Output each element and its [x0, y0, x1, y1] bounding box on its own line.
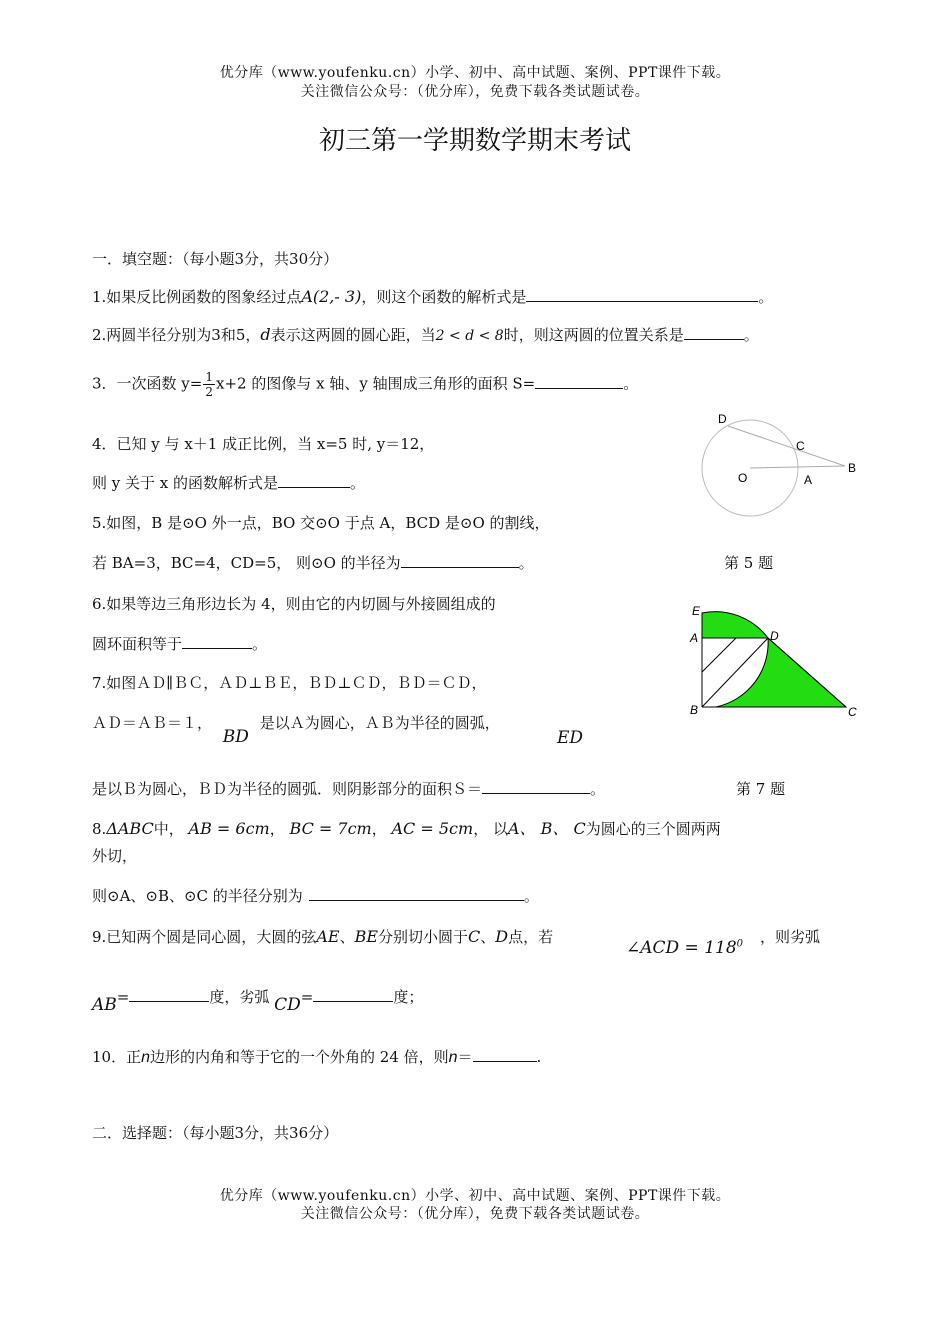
q9-unit-1: 度，劣弧 [209, 988, 270, 1006]
fig5-label-a: A [804, 473, 813, 487]
fig5-line-db [728, 426, 845, 466]
question-4-line-1: 4．已知 y 与 x＋1 成正比例，当 x=5 时, y＝12， [92, 435, 435, 453]
fig7-label-c: C [848, 705, 857, 719]
q1-end: 。 [758, 288, 774, 306]
q1-text-post: ，则这个函数的解析式是 [361, 288, 527, 306]
q9-answer-blank-2[interactable] [313, 987, 393, 1002]
q9-t1: 、 [339, 928, 355, 946]
q10-text-mid: 边形的内角和等于它的一个外角的 24 倍，则 [150, 1048, 449, 1066]
figure-5-caption: 第 5 题 [724, 554, 774, 572]
fig5-label-o: O [738, 471, 748, 485]
fig5-label-d: D [718, 412, 727, 426]
q8-text-2: 以 [492, 820, 508, 838]
fig7-label-b: B [690, 703, 699, 717]
q3-text: 3．一次函数 y= [92, 374, 203, 393]
q1-text: 1.如果反比例函数的图象经过点 [92, 288, 302, 306]
footer-line-1: 优分库（www.youfenku.cn）小学、初中、高中试题、案例、PPT课件下载。 [219, 1188, 731, 1204]
q8-text: 中， [153, 820, 184, 838]
q9-degree: 0 [736, 938, 744, 950]
question-10 [92, 1046, 541, 1067]
q2-end: 。 [743, 326, 759, 344]
q7-arc-bd: BD [222, 727, 249, 747]
q9-ae: AE [316, 927, 340, 946]
fig5-label-c: C [796, 439, 805, 453]
q2-answer-blank[interactable] [684, 325, 744, 340]
question-6-line-2 [92, 633, 267, 654]
q9-angle-text: ∠ACD = 118 [626, 938, 737, 958]
q3-text-post: x+2 的图像与 x 轴、y 轴围成三角形的面积 S= [216, 374, 536, 393]
q6-end: 。 [252, 635, 268, 653]
q1-answer-blank[interactable] [526, 287, 758, 302]
q8-text-line3: 则⊙A、⊙B、⊙C 的半径分别为 [92, 887, 303, 905]
question-7-line-2 [92, 712, 500, 747]
q9-eq-1: = [116, 988, 130, 1006]
question-5-line-1: 5.如图，B 是⊙O 外一点，BO 交⊙O 于点 A，BCD 是⊙O 的割线， [92, 514, 550, 532]
q1-point: A(2,- 3) [301, 287, 362, 306]
q9-t3: 、 [480, 928, 496, 946]
fig7-label-a: A [690, 631, 699, 645]
q7-text-line3: 是以Ｂ为圆心，ＢＤ为半径的圆弧．则阴影部分的面积Ｓ＝ [92, 780, 483, 798]
q9-d: D [495, 927, 509, 946]
question-7-line-1: 7.如图ＡＤ∥ＢＣ，ＡＤ⊥ＢＥ，ＢＤ⊥ＣＤ，ＢＤ＝ＣＤ， [92, 674, 487, 692]
q6-text: 圆环面积等于 [92, 635, 183, 653]
q9-arc-cd: CD [274, 995, 301, 1015]
question-8-line-1 [92, 816, 721, 839]
q8-sep-2: ， [371, 820, 387, 838]
footer-line-2: 关注微信公众号：（优分库），免费下载各类试题试卷。 [300, 1206, 650, 1222]
q8-ab: AB = 6cm [188, 819, 270, 838]
q5-answer-blank[interactable] [401, 553, 519, 568]
section-2-heading: 二．选择题：（每小题3分，共36分） [92, 1124, 339, 1142]
q3-answer-blank[interactable] [535, 374, 623, 389]
q9-arc-ab: AB [92, 995, 117, 1015]
q10-text-post: ＝ [457, 1048, 473, 1066]
q9-t4: 点，若 [508, 928, 554, 946]
q8-bc: BC = 7cm [289, 819, 372, 838]
q9-be: BE [354, 927, 379, 946]
q3-fraction [203, 370, 215, 399]
q9-unit-2: 度； [393, 988, 424, 1006]
q6-answer-blank[interactable] [182, 634, 252, 649]
q7-text: ＡＤ＝ＡＢ＝１， [92, 714, 213, 732]
page-title: 初三第一学期数学期末考试 [318, 126, 631, 156]
q8-sep-3: ， [473, 820, 489, 838]
fig7-shaded-upper [702, 612, 768, 638]
question-4-line-2 [92, 472, 365, 493]
q4-text: 则 y 关于 x 的函数解析式是 [92, 474, 279, 492]
fig5-label-b: B [848, 461, 857, 475]
q10-answer-blank[interactable] [473, 1047, 537, 1062]
q7-end: 。 [590, 780, 606, 798]
q2-text-post: 时，则这两圆的位置关系是 [503, 326, 684, 344]
q7-arc-ed: ED [557, 728, 584, 748]
question-3 [92, 370, 638, 399]
question-5-line-2 [92, 552, 534, 573]
q2-d: d [260, 325, 271, 344]
q10-n: n [141, 1049, 150, 1066]
fig7-label-d: D [770, 629, 779, 643]
question-8-line-3 [92, 885, 539, 906]
q3-denominator: 2 [205, 385, 213, 399]
q9-angle [626, 938, 743, 958]
question-6-line-1: 6.如果等边三角形边长为 4，则由它的内切圆与外接圆组成的 [92, 595, 496, 613]
q8-sep-1: ， [269, 820, 285, 838]
q4-end: 。 [350, 474, 366, 492]
question-9-line-2 [92, 986, 424, 1015]
q8-text-3: 为圆心的三个圆两两 [585, 820, 721, 838]
q10-n-2: n [448, 1049, 458, 1066]
section-1-heading: 一．填空题：（每小题3分，共30分） [92, 250, 339, 268]
figure-7-caption: 第 7 题 [736, 780, 786, 798]
q4-answer-blank[interactable] [278, 473, 350, 488]
q9-answer-blank-1[interactable] [129, 987, 209, 1002]
q2-inequality: 2 < d < 8 [435, 328, 504, 344]
q9-c: C [468, 927, 481, 946]
q5-end: 。 [518, 554, 534, 572]
header-line-1: 优分库（www.youfenku.cn）小学、初中、高中试题、案例、PPT课件下载。 [219, 65, 731, 81]
question-1 [92, 286, 773, 307]
q7-text-mid: 是以Ａ为圆心，ＡＢ为半径的圆弧， [259, 714, 500, 732]
q3-end: 。 [623, 374, 639, 393]
q5-text: 若 BA=3，BC=4，CD=5， 则⊙O 的半径为 [92, 554, 401, 572]
q8-ac: AC = 5cm [391, 819, 474, 838]
q8-num: 8. [92, 820, 107, 838]
fig7-line-inner [702, 638, 736, 672]
figure-5 [700, 408, 870, 523]
question-7-line-3 [92, 778, 605, 799]
q2-text: 2.两圆半径分别为3和5， [92, 326, 261, 344]
question-8-line-2: 外切， [92, 847, 138, 865]
q9-t2: 分别切小圆于 [378, 928, 469, 946]
question-2 [92, 324, 759, 345]
q9-text: 9.已知两个圆是同心圆，大圆的弦 [92, 928, 317, 946]
q2-text-mid: 表示这两圆的圆心距，当 [270, 326, 436, 344]
q8-end: 。 [523, 887, 539, 905]
question-9-line-1 [92, 926, 553, 947]
q8-points: A、 B、 C [508, 819, 586, 838]
q10-text: 10．正 [92, 1048, 142, 1066]
q3-numerator: 1 [205, 370, 213, 384]
fig7-label-e: E [692, 604, 701, 618]
q10-end: . [536, 1048, 542, 1066]
header-line-2: 关注微信公众号：（优分库），免费下载各类试题试卷。 [300, 84, 650, 100]
q8-triangle: ΔABC [106, 819, 154, 838]
figure-7 [686, 600, 862, 722]
q7-answer-blank[interactable] [482, 779, 590, 794]
q8-answer-blank[interactable] [309, 886, 524, 901]
q9-eq-2: = [300, 988, 314, 1006]
q9-text-post: ，则劣弧 [760, 928, 821, 946]
